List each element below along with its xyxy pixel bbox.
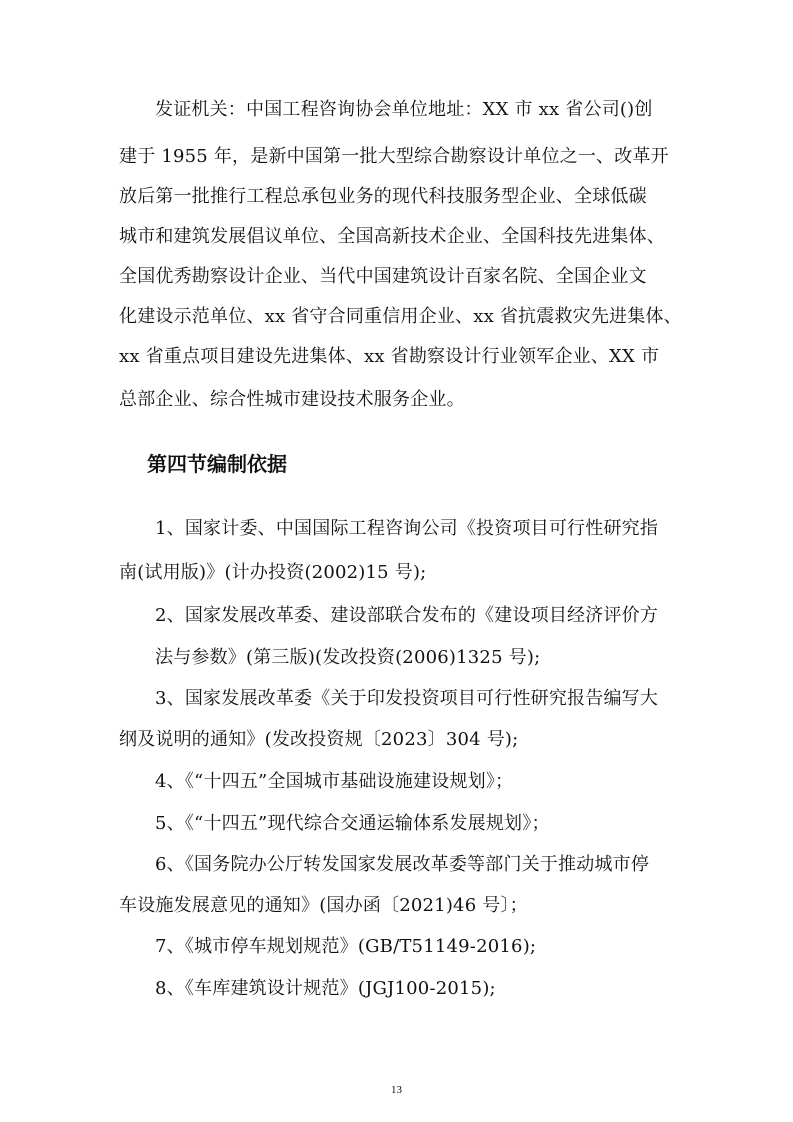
intro-line: 放后第一批推行工程总承包业务的现代科技服务型企业、全球低碳 [119, 186, 647, 207]
reference-line: 3、国家发展改革委《关于印发投资项目可行性研究报告编写大 [155, 688, 659, 709]
intro-line: 全国优秀勘察设计企业、当代中国建筑设计百家名院、全国企业文 [119, 266, 647, 287]
reference-line: 2、国家发展改革委、建设部联合发布的《建设项目经济评价方 [155, 605, 659, 626]
reference-line: 1、国家计委、中国国际工程咨询公司《投资项目可行性研究指 [155, 518, 659, 539]
reference-line: 法与参数》(第三版)(发改投资(2006)1325 号); [155, 647, 541, 668]
reference-line: 纲及说明的通知》(发改投资规〔2023〕304 号); [119, 729, 519, 750]
intro-line: 建于 1955 年，是新中国第一批大型综合勘察设计单位之一、改革开 [119, 146, 669, 167]
reference-line: 8、《车库建筑设计规范》(JGJ100-2015); [155, 978, 496, 999]
intro-line: 化建设示范单位、xx 省守合同重信用企业、xx 省抗震救灾先进集体、 [119, 306, 682, 327]
reference-line: 4、《“十四五”全国城市基础设施建设规划》； [155, 771, 514, 792]
reference-line: 7、《城市停车规划规范》(GB/T51149-2016); [155, 936, 537, 957]
intro-line: 城市和建筑发展倡议单位、全国高新技术企业、全国科技先进集体、 [119, 226, 665, 247]
intro-line: 发证机关：中国工程咨询协会单位地址：XX 市 xx 省公司()创 [155, 99, 653, 120]
intro-line: 总部企业、综合性城市建设技术服务企业。 [119, 389, 465, 410]
reference-line: 南(试用版)》(计办投资(2002)15 号); [119, 562, 427, 583]
reference-line: 5、《“十四五”现代综合交通运输体系发展规划》； [155, 813, 550, 834]
reference-line: 车设施发展意见的通知》(国办函〔2021)46 号〕； [119, 895, 528, 916]
page-number: 13 [391, 1084, 402, 1096]
section-heading: 第四节编制依据 [147, 452, 287, 476]
reference-line: 6、《国务院办公厅转发国家发展改革委等部门关于推动城市停 [155, 854, 650, 875]
intro-line: xx 省重点项目建设先进集体、xx 省勘察设计行业领军企业、XX 市 [119, 346, 660, 367]
